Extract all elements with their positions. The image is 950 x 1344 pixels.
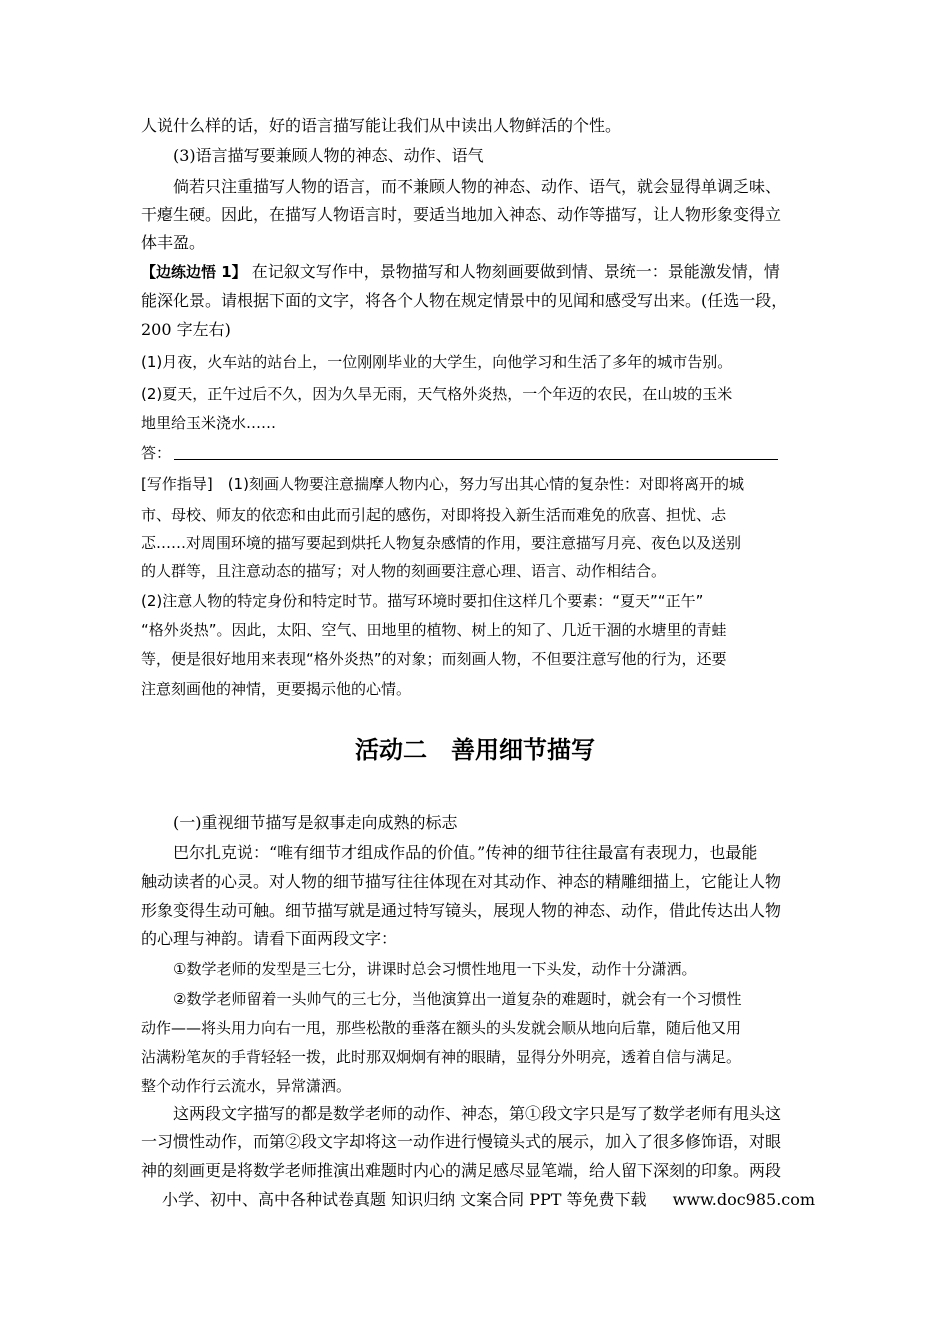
exercise-item-1: (1)月夜，火车站的站台上，一位刚刚毕业的大学生，向他学习和生活了多年的城市告别。 bbox=[141, 353, 733, 371]
paragraph-line: 倘若只注重描写人物的语言，而不兼顾人物的神态、动作、语气，就会显得单调乏味、 bbox=[173, 177, 782, 196]
exercise-item-2-cont: 地里给玉米浇水…… bbox=[141, 414, 277, 432]
answer-line bbox=[174, 459, 778, 460]
answer-label: 答： bbox=[141, 444, 172, 462]
section-title: 活动二 善用细节描写 bbox=[355, 736, 595, 764]
guide-line: 市、母校、师友的依恋和由此而引起的感伤，对即将投入新生活而难免的欣喜、担忧、忐 bbox=[141, 506, 727, 524]
paragraph-line: 巴尔扎克说：“唯有细节才组成作品的价值。”传神的细节往往最富有表现力，也最能 bbox=[173, 843, 758, 862]
paragraph-line: 一习惯性动作，而第②段文字却将这一动作进行慢镜头式的展示，加入了很多修饰语，对眼 bbox=[141, 1132, 782, 1151]
footer-url[interactable]: www.doc985.com bbox=[672, 1190, 816, 1209]
paragraph-line: 体丰盈。 bbox=[141, 233, 206, 252]
page-footer bbox=[162, 1190, 815, 1210]
paragraph-line: 触动读者的心灵。对人物的细节描写往往体现在对其动作、神态的精雕细描上，它能让人物 bbox=[141, 872, 782, 891]
paragraph-line: 人说什么样的话，好的语言描写能让我们从中读出人物鲜活的个性。 bbox=[141, 116, 622, 135]
exercise-line: 200 字左右) bbox=[141, 320, 231, 339]
exercise-line: 能深化景。请根据下面的文字，将各个人物在规定情景中的见闻和感受写出来。(任选一段， bbox=[141, 291, 788, 310]
paragraph-line: 这两段文字描写的都是数学老师的动作、神态，第①段文字只是写了数学老师有甩头这 bbox=[173, 1104, 782, 1123]
paragraph-line: 干瘪生硬。因此，在描写人物语言时，要适当地加入神态、动作等描写，让人物形象变得立 bbox=[141, 205, 782, 224]
exercise-line bbox=[141, 262, 780, 282]
example-2-cont: 动作——将头用力向右一甩，那些松散的垂落在额头的头发就会顺从地向后靠，随后他又用 bbox=[141, 1019, 742, 1037]
paragraph-line: 神的刻画更是将数学老师推演出难题时内心的满足感尽显笔端，给人留下深刻的印象。两段 bbox=[141, 1161, 782, 1180]
paragraph-line: 形象变得生动可触。细节描写就是通过特写镜头，展现人物的神态、动作，借此传达出人物 bbox=[141, 901, 782, 920]
example-2: ②数学老师留着一头帅气的三七分，当他演算出一道复杂的难题时，就会有一个习惯性 bbox=[173, 990, 742, 1008]
example-1: ①数学老师的发型是三七分，讲课时总会习惯性地甩一下头发，动作十分潇洒。 bbox=[173, 960, 697, 978]
subheading: (3)语言描写要兼顾人物的神态、动作、语气 bbox=[173, 146, 484, 165]
guide-line: 忑……对周围环境的描写要起到烘托人物复杂感情的作用，要注意描写月亮、夜色以及送别 bbox=[141, 534, 742, 552]
footer-text: 小学、初中、高中各种试卷真题 知识归纳 文案合同 PPT 等免费下载 bbox=[162, 1190, 647, 1209]
exercise-item-2: (2)夏天，正午过后不久，因为久旱无雨，天气格外炎热，一个年迈的农民，在山坡的玉米 bbox=[141, 385, 733, 403]
guide-line: 的人群等，且注意动态的描写；对人物的刻画要注意心理、语言、动作相结合。 bbox=[141, 562, 667, 580]
example-2-cont: 整个动作行云流水，异常潇洒。 bbox=[141, 1077, 352, 1095]
paragraph-line: 的心理与神韵。请看下面两段文字： bbox=[141, 929, 398, 948]
guide-line: 等，便是很好地用来表现“格外炎热”的对象；而刻画人物，不但要注意写他的行为，还要 bbox=[141, 650, 727, 668]
subheading: (一)重视细节描写是叙事走向成熟的标志 bbox=[173, 813, 458, 832]
example-2-cont: 沾满粉笔灰的手背轻轻一拨，此时那双炯炯有神的眼睛，显得分外明亮，透着自信与满足。 bbox=[141, 1048, 742, 1066]
exercise-text: 在记叙文写作中，景物描写和人物刻画要做到情、景统一：景能激发情，情 bbox=[251, 262, 780, 281]
guide-line: 注意刻画他的神情，更要揭示他的心情。 bbox=[141, 680, 412, 698]
guide-line: “格外炎热”。因此，太阳、空气、田地里的植物、树上的知了、几近干涸的水塘里的青蛙 bbox=[141, 621, 727, 639]
guide-line: (2)注意人物的特定身份和特定时节。描写环境时要扣住这样几个要素：“夏天”“正午” bbox=[141, 592, 704, 610]
exercise-label: 【边练边悟 1】 bbox=[141, 263, 247, 281]
guide-line: [写作指导] (1)刻画人物要注意揣摩人物内心，努力写出其心情的复杂性：对即将离开的城 bbox=[141, 475, 744, 493]
